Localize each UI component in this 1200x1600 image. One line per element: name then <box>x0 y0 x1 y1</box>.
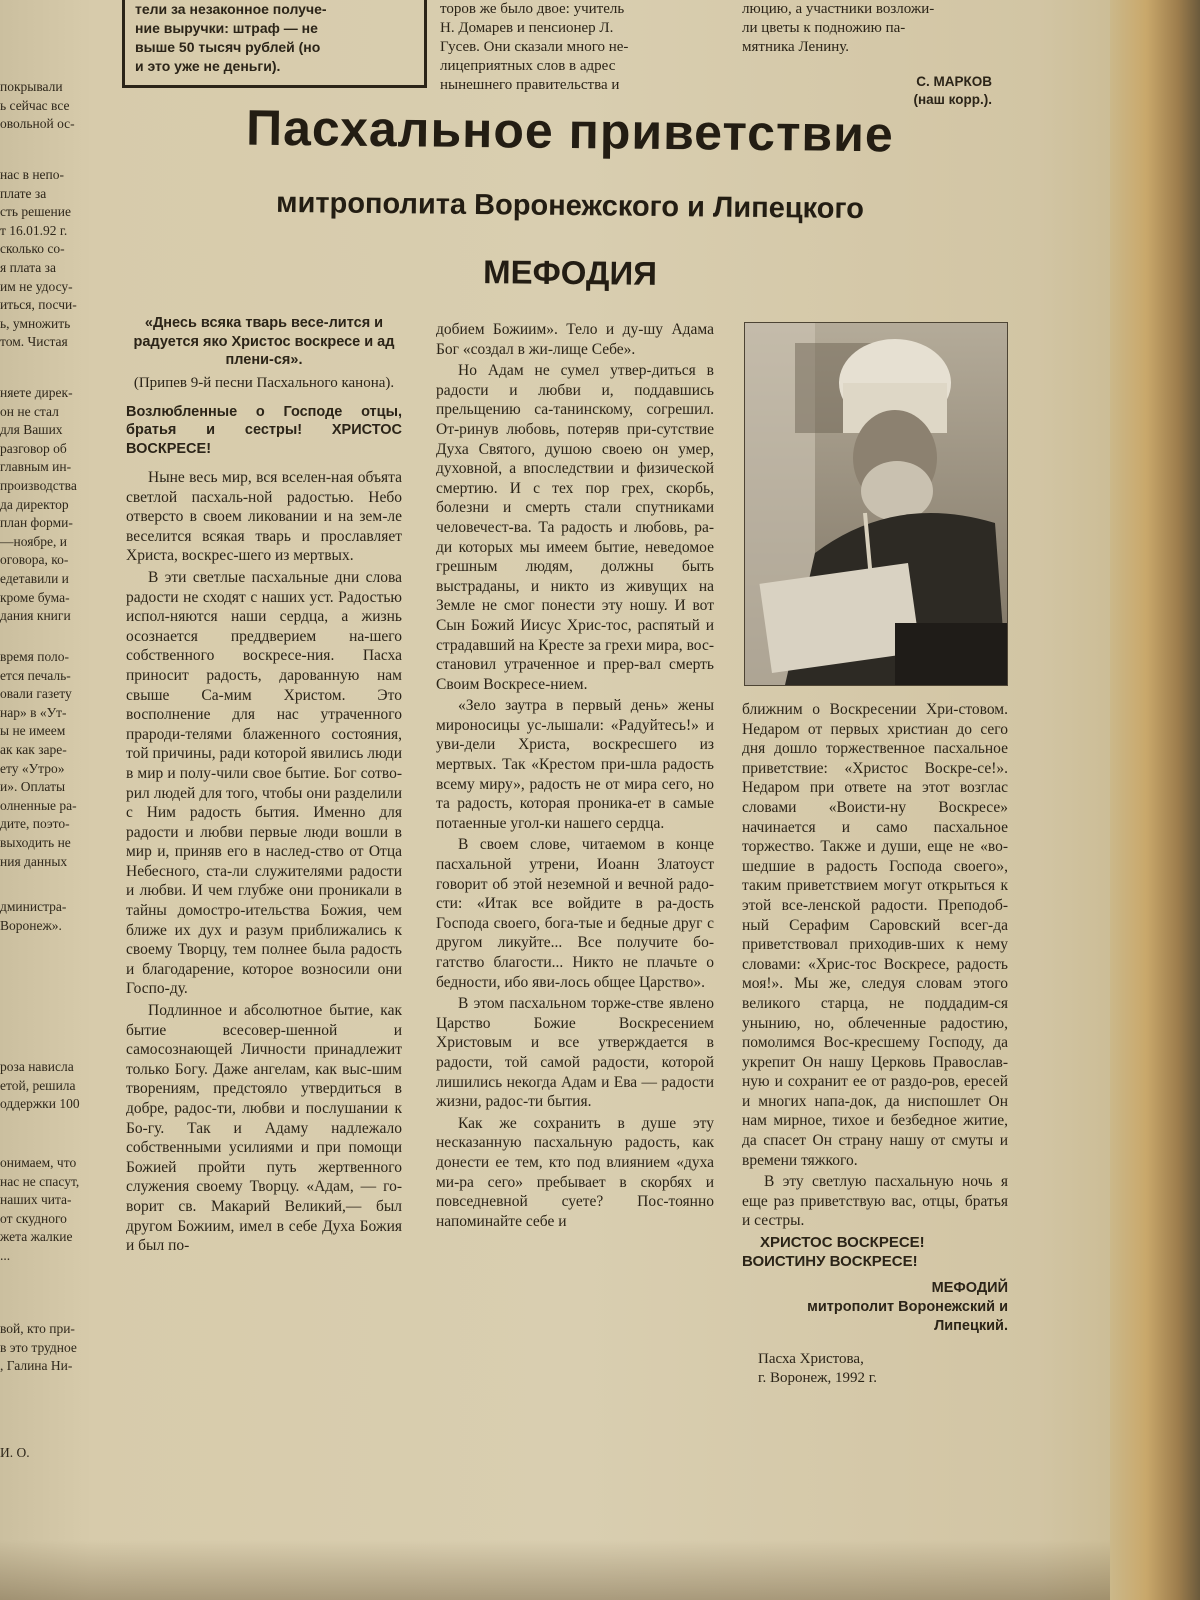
fragment-line: —ноябре, и <box>0 533 68 549</box>
paragraph: Но Адам не сумел утвер-диться в радости и любви и, поддавшись прельщению са-танинскому, согрешил. От-ринув любовь, потеряв при-сутствие Духа Святого, душою своею он умер, духовной, а впоследствии и физической смертию. И с тех пор грех, скорбь, болезни и смерть стали спутниками человечест-ва. Та радость и любовь, ра-ди которых мы имеем бытие, неведомое грешным людям, должны быть выстраданы, и никто из живущих на Земле не смог понести эту ношу. И вот Сын Божий Иисус Хрис-тос, распятый и страдавший на Кресте за грехи мира, вос-становил утраченное и прер-вал смерть Своим Воскресе-нием. <box>436 362 714 693</box>
fragment-line: олненные ра- <box>0 797 77 813</box>
text-line: мятника Ленину. <box>742 39 850 55</box>
fragment-line: т 16.01.92 г. <box>0 222 68 238</box>
fragment-line: няете дирек- <box>0 385 73 400</box>
fragment-line: Воронеж». <box>0 917 62 933</box>
top-boxed-article <box>122 0 427 88</box>
fragment-line: и». Оплаты <box>0 779 66 795</box>
page-fold-shadow <box>0 1540 1152 1600</box>
article-column-2 <box>436 320 714 1233</box>
fragment-line: ется печаль- <box>0 667 71 683</box>
fragment-line: да директор <box>0 496 69 512</box>
article-column-3 <box>742 700 1008 1388</box>
fragment-line: , Галина Ни- <box>0 1358 73 1374</box>
fragment-line: план форми- <box>0 515 73 531</box>
paragraph: В эти светлые пасхальные дни слова радости не сходят с наших уст. Радостью испол-няются наши сердца, а жизнь осознается преддверием на-шего собственного воскресе-ния. Пасха приносит радость, дарованную нам свыше Са-мим Христом. Это восполнение для нас утраченного прароди-телями блаженного состояния, той причины, ради которой явились люди в мир и полу-чили свое бытие. Бог сотво-рил людей для того, чтобы они разделили с Ним радость бытия. Именно для радости и любви первые люди вошли в мир и, приняв его в наслед-ство от Отца Небесного, ста-ли служителями радости и любви. И чем глубже они проникали в тайны домостро-ительства Божия, чем ближе их дух и разум приближались к своему Творцу, тем полнее была радость и благодарение, которое возносили они Госпо-ду. <box>126 568 402 998</box>
text-line: ли цветы к подножию па- <box>742 20 906 36</box>
fragment-line: кроме бума- <box>0 589 70 605</box>
fragment-line: И. О. <box>0 1445 30 1460</box>
fragment-line: разговор об <box>0 440 67 456</box>
metropolitan-photo <box>744 322 1008 686</box>
fragment-line: ак как заре- <box>0 741 67 757</box>
closing-greeting: ХРИСТОС ВОСКРЕСЕ! <box>760 1234 925 1252</box>
epigraph-source: (Припев 9-й песни Пасхального канона). <box>133 374 395 391</box>
paragraph: Подлинное и абсолютное бытие, как бытие всесовер-шенной и самосознающей Личности принадлежит только Богу. Даже ангелам, как выс-шим творениям, предстояло утвердиться в добре, радос-ти, любви и послушании к Бо-гу. Так и Адаму надлежало собственными усилиями и при помощи Божией пройти путь жертвенного служения своему Творцу. «Адам, — го-ворит св. Макарий Великий,— был другом Божиим, имел в себе Духа Божия и был по- <box>126 1002 402 1255</box>
left-fragment-block <box>0 648 110 871</box>
top-middle-article <box>440 0 720 95</box>
paragraph: «Зело заутра в первый день» жены мироносицы ус-лышали: «Радуйтесь!» и уви-дели Христа, воскресшего из мертвых. Так «Крестом при-шла радость всему миру», радость не от мира сего, но та радость, которая проника-ет в самые потаенные угол-ки нашего сердца. <box>436 697 714 832</box>
fragment-line: в это трудное <box>0 1339 77 1355</box>
fragment-line: ния данных <box>0 853 68 869</box>
subheadline-name: МЕФОДИЯ <box>482 253 658 292</box>
fragment-line: оговора, ко- <box>0 552 69 568</box>
author-name: С. МАРКОВ <box>916 74 992 89</box>
left-fragment-block <box>0 1058 110 1114</box>
signature-title: митрополит Воронежский и Липецкий. <box>807 1299 1008 1335</box>
box-line: выше 50 тысяч рублей (но <box>135 39 321 55</box>
left-fragment-block <box>0 1154 110 1266</box>
box-line: и это уже не деньги). <box>135 58 281 74</box>
text-line: Н. Домарев и пенсионер Л. <box>440 20 614 36</box>
text-line: нынешнего правительства и <box>440 77 620 93</box>
fragment-line: едетавили и <box>0 570 69 586</box>
fragment-line: ы не имеем <box>0 723 66 739</box>
fragment-line: он не стал <box>0 403 59 419</box>
fragment-line: етой, решила <box>0 1077 76 1093</box>
fragment-line: им не удосу- <box>0 278 73 294</box>
headline: Пасхальное приветствие <box>245 99 895 163</box>
fragment-line: дминистра- <box>0 899 67 914</box>
paragraph: В своем слове, читаемом в конце пасхальной утрени, Иоанн Златоуст говорит об этой неземной и вечной радо-сти: «Итак все войдите в ра-дость Господа своего, бога-тые и бедные друг с другом ликуйте... Все получите бо-гатство благости... Никто не плачьте о бедности, ибо яви-лось общее Царство». <box>436 836 714 991</box>
left-fragment-block <box>0 384 110 626</box>
fragment-line: от скудного <box>0 1210 67 1226</box>
fragment-line: плате за <box>0 185 47 201</box>
fragment-line: овольной ос- <box>0 116 75 132</box>
closing-response: ВОИСТИНУ ВОСКРЕСЕ! <box>742 1253 918 1271</box>
article-column-1 <box>126 314 402 1258</box>
fragment-line: ету «Утро» <box>0 760 65 776</box>
address-greeting: Возлюбленные о Господе отцы, братья и сестры! ХРИСТОС ВОСКРЕСЕ! <box>126 403 402 457</box>
fragment-line: жета жалкие <box>0 1229 73 1245</box>
top-right-article <box>742 0 992 109</box>
left-fragment-block <box>0 78 110 134</box>
text-line: люцию, а участники возложи- <box>742 1 935 17</box>
fragment-line: выходить не <box>0 834 71 850</box>
fragment-line: наших чита- <box>0 1192 72 1208</box>
torn-paper-edge <box>1110 0 1200 1600</box>
left-fragment-block <box>0 1320 110 1376</box>
fragment-line: нас не спасут, <box>0 1173 80 1189</box>
fragment-line: дания книги <box>0 608 71 624</box>
fragment-line: для Ваших <box>0 422 63 438</box>
signature-name: МЕФОДИЙ <box>931 1280 1008 1297</box>
subheadline: митрополита Воронежского и Липецкого <box>275 186 865 226</box>
left-fragment-block <box>0 898 110 935</box>
text-line: лицеприятных слов в адрес <box>440 58 616 74</box>
author-note: (наш корр.). <box>913 92 992 107</box>
fragment-line: покрывали <box>0 79 63 94</box>
fragment-line: роза нависла <box>0 1059 74 1074</box>
fragment-line: производства <box>0 477 77 493</box>
fragment-line: иться, посчи- <box>0 297 77 313</box>
epigraph: «Днесь всяка тварь весе-лится и радуется яко Христос воскресе и ад плени-ся». <box>133 315 395 368</box>
paragraph: добием Божиим». Тело и ду-шу Адама Бог «создал в жи-лище Себе». <box>436 321 714 358</box>
fragment-line: вой, кто при- <box>0 1321 75 1336</box>
fragment-line: дите, поэто- <box>0 816 70 832</box>
fragment-line: главным ин- <box>0 459 72 475</box>
fragment-line: нар» в «Ут- <box>0 704 67 720</box>
text-line: Гусев. Они сказали много не- <box>440 39 629 55</box>
date-line: Пасха Христова, <box>758 1351 864 1368</box>
portrait-image <box>745 323 1007 685</box>
fragment-line: онимаем, что <box>0 1155 77 1170</box>
fragment-line: сколько со- <box>0 241 65 257</box>
fragment-line: ь сейчас все <box>0 97 70 113</box>
place-date-line: г. Воронеж, 1992 г. <box>758 1370 877 1387</box>
paragraph: ближним о Воскресении Хри-стовом. Недаром от первых христиан до сего дня дошло торжественное пасхальное приветствие: «Христос Воскре-се!». Недаром при ответе на этот возглас словами «Воисти-ну Воскресе» начинается и само пасхальное торжество. Также и души, еще не «во-шедшие в радость Господа своего», таким приветствием могут открыться к этой все-ленской радости. Преподоб-ный Серафим Саровский всег-да приветствовал приходив-ших к нему словами: «Хрис-тос Воскресе, радость моя!». Мы же, следуя словам этого великого старца, не поддадим-ся унынию, но, облеченные радостию, помолимся Вос-кресшему Господу, да укрепит Он нашу Церковь Православ-ную и сохранит ее от раздо-ров, ересей и многих напа-док, да ниспошлет Он нам мирное, тихое и безбедное житие, да спасет Он страну нашу от смуты и времени тяжкого. <box>742 701 1008 1169</box>
box-line: тели за незаконное получе- <box>135 1 327 17</box>
text-line: торов же было двое: учитель <box>440 1 625 17</box>
left-fragment-block <box>0 166 110 352</box>
fragment-line: овали газету <box>0 686 72 702</box>
fragment-line: ь, умножить <box>0 315 71 331</box>
left-fragment-block <box>0 1444 110 1463</box>
paragraph: Ныне весь мир, вся вселен-ная объята светлой пасхаль-ной радостью. Небо отверсто в своем ликовании и на зем-ле веселится всякая тварь и прославляет Христа, воскрес-шего из мертвых. <box>126 469 402 565</box>
fragment-line: том. Чистая <box>0 334 68 350</box>
fragment-line: я плата за <box>0 259 56 275</box>
paragraph: В этом пасхальном торже-стве явлено Царство Божие Воскресением Христовым и все утверждается в радости, той самой радости, которой лишились некогда Адам и Ева — радости жизни, радос-ти бытия. <box>436 995 714 1111</box>
fragment-line: ... <box>0 1247 11 1263</box>
box-line: ние выручки: штраф — не <box>135 20 318 36</box>
fragment-line: сть решение <box>0 204 71 220</box>
paragraph: Как же сохранить в душе эту несказанную пасхальную радость, как донести ее тем, кто под влиянием «духа ми-ра сего» пребывает в скорбях и повседневной суете? Пос-тоянно напоминайте себе и <box>436 1114 714 1230</box>
paragraph: В эту светлую пасхальную ночь я еще раз приветствую вас, отцы, братья и сестры. <box>742 1173 1008 1230</box>
fragment-line: время поло- <box>0 649 70 664</box>
fragment-line: оддержки 100 <box>0 1096 80 1112</box>
fragment-line: нас в непо- <box>0 167 65 182</box>
